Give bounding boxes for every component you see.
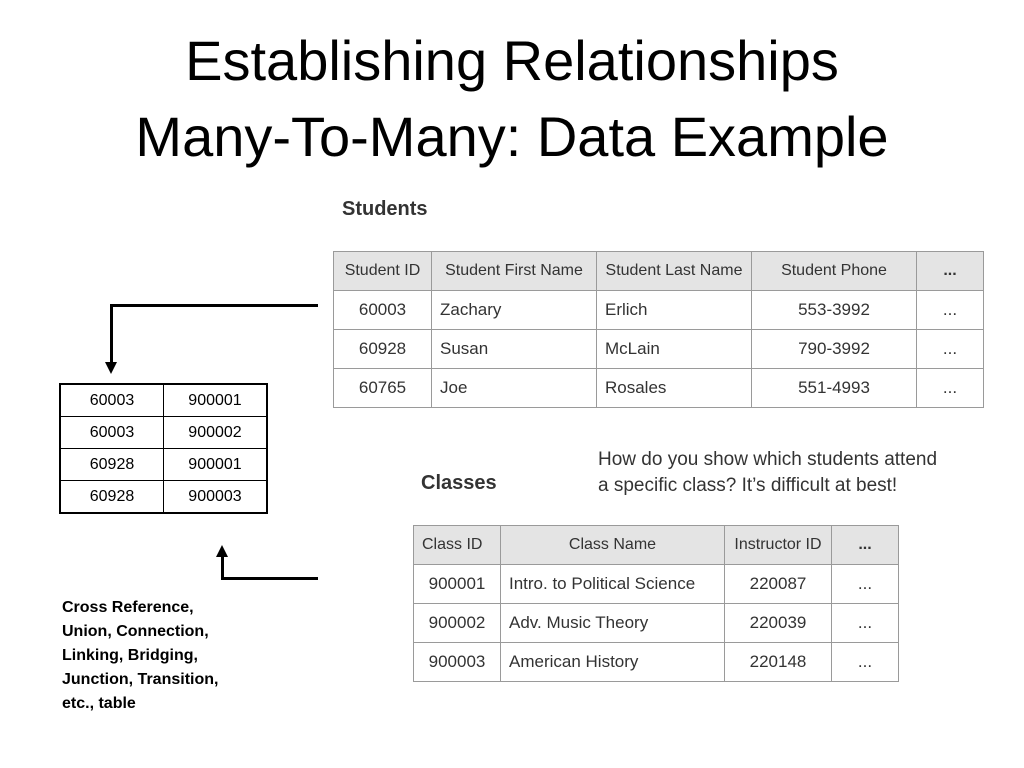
table-row [60,384,267,417]
class-more-cell: ... [832,565,899,604]
table-row [414,565,899,604]
student-phone-cell: 551-4993 [752,369,917,408]
table-row [414,643,899,682]
table-row [60,481,267,514]
arrow-down-icon [105,362,117,374]
classes-header-instructor-id: Instructor ID [725,526,832,565]
slide-title-line-1: Establishing Relationships [185,29,839,92]
class-more-cell: ... [832,643,899,682]
student-last-name-cell: McLain [597,330,752,369]
students-table [333,251,984,408]
students-header-first-name: Student First Name [432,252,597,291]
students-header-last-name: Student Last Name [597,252,752,291]
class-id-cell: 900003 [414,643,501,682]
student-first-name-cell: Joe [432,369,597,408]
students-header-phone: Student Phone [752,252,917,291]
question-line-2: a specific class? It’s difficult at best! [598,475,898,496]
student-phone-cell: 553-3992 [752,291,917,330]
caption-line: Union, Connection, [62,623,209,640]
instructor-id-cell: 220087 [725,565,832,604]
instructor-id-cell: 220039 [725,604,832,643]
class-name-cell: Intro. to Political Science [501,565,725,604]
class-more-cell: ... [832,604,899,643]
xref-class-id-cell: 900001 [164,449,268,481]
class-name-cell: American History [501,643,725,682]
classes-header-row [414,526,899,565]
table-row [60,449,267,481]
cross-reference-caption [62,596,292,716]
xref-class-id-cell: 900002 [164,417,268,449]
table-row [414,604,899,643]
table-row [334,291,984,330]
students-header-more: ... [917,252,984,291]
table-row [60,417,267,449]
students-connector-vertical [110,304,113,364]
instructor-id-cell: 220148 [725,643,832,682]
student-first-name-cell: Susan [432,330,597,369]
students-header-student-id: Student ID [334,252,432,291]
student-id-cell: 60765 [334,369,432,408]
xref-class-id-cell: 900003 [164,481,268,514]
caption-line: Cross Reference, [62,599,194,616]
table-row [334,369,984,408]
students-section-label: Students [342,198,428,220]
caption-line: etc., table [62,695,136,712]
classes-section-label: Classes [421,472,497,494]
student-first-name-cell: Zachary [432,291,597,330]
caption-line: Junction, Transition, [62,671,219,688]
classes-connector-horizontal [221,577,318,580]
student-more-cell: ... [917,291,984,330]
classes-header-class-name: Class Name [501,526,725,565]
caption-line: Linking, Bridging, [62,647,198,664]
xref-student-id-cell: 60003 [60,384,164,417]
students-connector-horizontal [110,304,318,307]
student-last-name-cell: Erlich [597,291,752,330]
student-more-cell: ... [917,330,984,369]
student-more-cell: ... [917,369,984,408]
students-header-row [334,252,984,291]
student-id-cell: 60928 [334,330,432,369]
classes-header-class-id: Class ID [414,526,501,565]
class-name-cell: Adv. Music Theory [501,604,725,643]
classes-table [413,525,899,682]
student-id-cell: 60003 [334,291,432,330]
classes-header-more: ... [832,526,899,565]
xref-student-id-cell: 60003 [60,417,164,449]
xref-student-id-cell: 60928 [60,481,164,514]
class-id-cell: 900002 [414,604,501,643]
question-text [598,447,998,499]
class-id-cell: 900001 [414,565,501,604]
table-row [334,330,984,369]
xref-student-id-cell: 60928 [60,449,164,481]
student-last-name-cell: Rosales [597,369,752,408]
question-line-1: How do you show which students attend [598,449,938,470]
student-phone-cell: 790-3992 [752,330,917,369]
slide-title-line-2: Many-To-Many: Data Example [135,105,889,168]
cross-reference-table [59,383,268,514]
xref-class-id-cell: 900001 [164,384,268,417]
